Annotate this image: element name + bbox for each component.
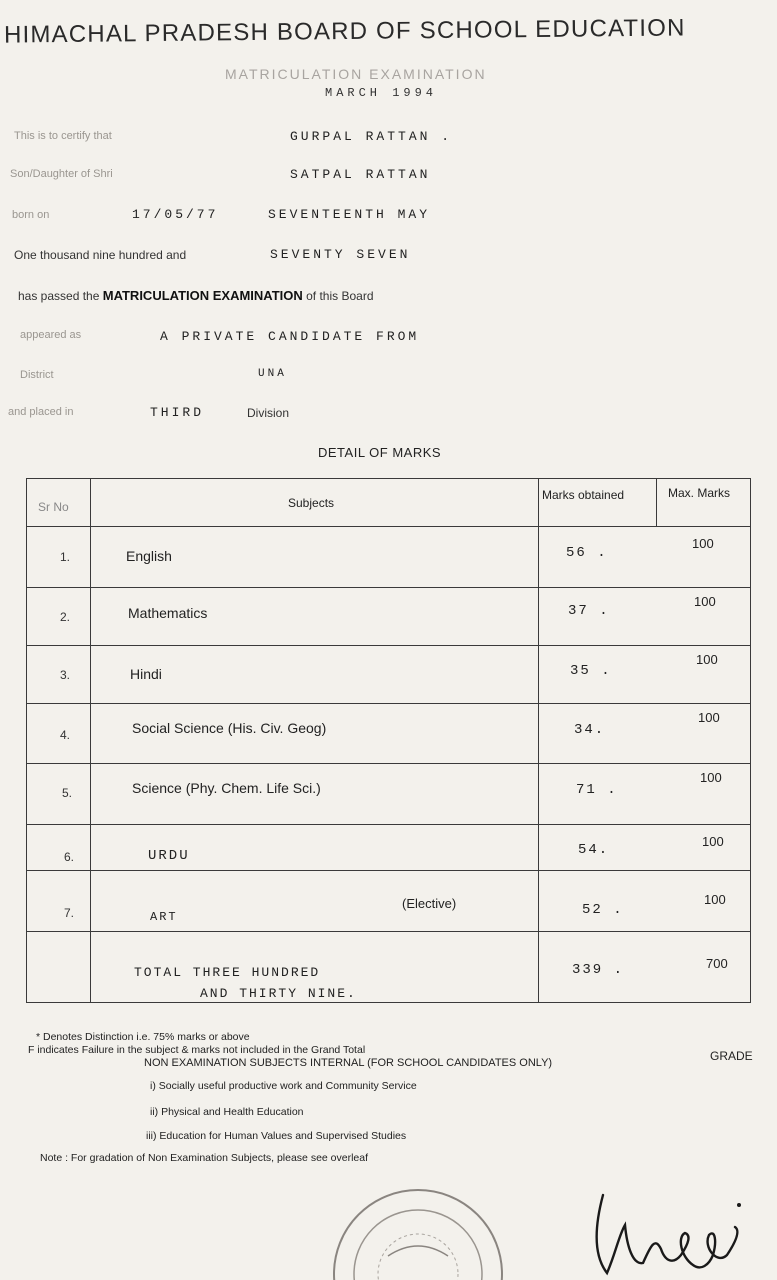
row-marks-obtained: 52 . xyxy=(582,902,624,918)
row-max-marks: 100 xyxy=(696,652,718,667)
row-sno: 5. xyxy=(62,786,73,800)
non-exam-item: ii) Physical and Health Education xyxy=(150,1106,304,1118)
row-sno: 4. xyxy=(60,728,71,742)
candidate-type: A PRIVATE CANDIDATE FROM xyxy=(160,329,420,344)
elective-note: (Elective) xyxy=(402,896,457,911)
total-words-line1: TOTAL THREE HUNDRED xyxy=(134,965,321,980)
born-label: born on xyxy=(12,209,50,221)
row-max-marks: 100 xyxy=(694,594,716,609)
total-words-line2: AND THIRTY NINE. xyxy=(200,986,357,1001)
placed-label: and placed in xyxy=(8,406,74,418)
district-label: District xyxy=(20,369,54,381)
distinction-note: * Denotes Distinction i.e. 75% marks or above xyxy=(36,1031,250,1043)
marks-table xyxy=(26,478,751,1003)
year-words: SEVENTY SEVEN xyxy=(270,247,411,262)
row-max-marks: 100 xyxy=(702,834,724,849)
board-title: HIMACHAL PRADESH BOARD OF SCHOOL EDUCATION xyxy=(3,14,686,49)
exam-date: MARCH 1994 xyxy=(325,86,438,100)
row-marks-obtained: 35 . xyxy=(570,663,612,679)
header-subjects: Subjects xyxy=(288,496,335,510)
division-value: THIRD xyxy=(150,405,205,420)
row-max-marks: 100 xyxy=(692,536,714,551)
marks-title: DETAIL OF MARKS xyxy=(318,445,442,460)
row-subject: Science (Phy. Chem. Life Sci.) xyxy=(132,780,321,796)
parent-label: Son/Daughter of Shri xyxy=(10,168,113,180)
row-subject: English xyxy=(126,548,172,564)
signature-icon xyxy=(585,1185,765,1280)
non-exam-item: i) Socially useful productive work and Community Service xyxy=(150,1080,417,1092)
row-sno: 6. xyxy=(64,850,75,864)
header-sno: Sr No xyxy=(38,500,69,514)
row-sno: 3. xyxy=(60,668,71,682)
row-max-marks: 100 xyxy=(704,892,726,907)
header-max-marks: Max. Marks xyxy=(668,486,731,500)
header-marks-obtained: Marks obtained xyxy=(542,488,625,502)
row-marks-obtained: 37 . xyxy=(568,603,610,619)
certify-label: This is to certify that xyxy=(14,130,112,142)
total-marks-obtained: 339 . xyxy=(572,962,625,978)
row-max-marks: 100 xyxy=(698,710,720,725)
candidate-name: GURPAL RATTAN . xyxy=(290,129,453,144)
non-exam-heading: NON EXAMINATION SUBJECTS INTERNAL (FOR SCHOOL CANDIDATES ONLY) xyxy=(144,1057,553,1069)
exam-title: MATRICULATION EXAMINATION xyxy=(225,66,487,82)
dob-words: SEVENTEENTH MAY xyxy=(268,207,431,222)
row-subject: Social Science (His. Civ. Geog) xyxy=(132,720,327,736)
row-subject: Mathematics xyxy=(128,605,208,621)
grade-label: GRADE xyxy=(710,1049,753,1063)
overleaf-note: Note : For gradation of Non Examination Subjects, please see overleaf xyxy=(40,1152,369,1164)
dob-numeric: 17/05/77 xyxy=(132,207,219,222)
row-max-marks: 100 xyxy=(700,770,722,785)
year-label: One thousand nine hundred and xyxy=(14,248,187,262)
row-sno: 2. xyxy=(60,610,71,624)
row-subject: URDU xyxy=(148,848,190,864)
row-sno: 1. xyxy=(60,550,71,564)
row-sno: 7. xyxy=(64,906,75,920)
row-subject: Hindi xyxy=(130,666,162,682)
total-max-marks: 700 xyxy=(706,956,728,971)
row-marks-obtained: 54. xyxy=(578,842,610,858)
board-seal-icon xyxy=(330,1186,506,1280)
division-label: Division xyxy=(247,406,290,420)
district-value: UNA xyxy=(258,368,287,380)
row-subject: ART xyxy=(150,910,178,924)
passed-statement: has passed the MATRICULATION EXAMINATION of this Board xyxy=(18,288,374,303)
appeared-label: appeared as xyxy=(20,329,82,341)
row-marks-obtained: 56 . xyxy=(566,545,608,561)
non-exam-item: iii) Education for Human Values and Supervised Studies xyxy=(146,1130,407,1142)
row-marks-obtained: 34. xyxy=(574,722,606,738)
parent-name: SATPAL RATTAN xyxy=(290,167,431,182)
row-marks-obtained: 71 . xyxy=(576,782,618,798)
failure-note: F indicates Failure in the subject & marks not included in the Grand Total xyxy=(28,1044,366,1056)
